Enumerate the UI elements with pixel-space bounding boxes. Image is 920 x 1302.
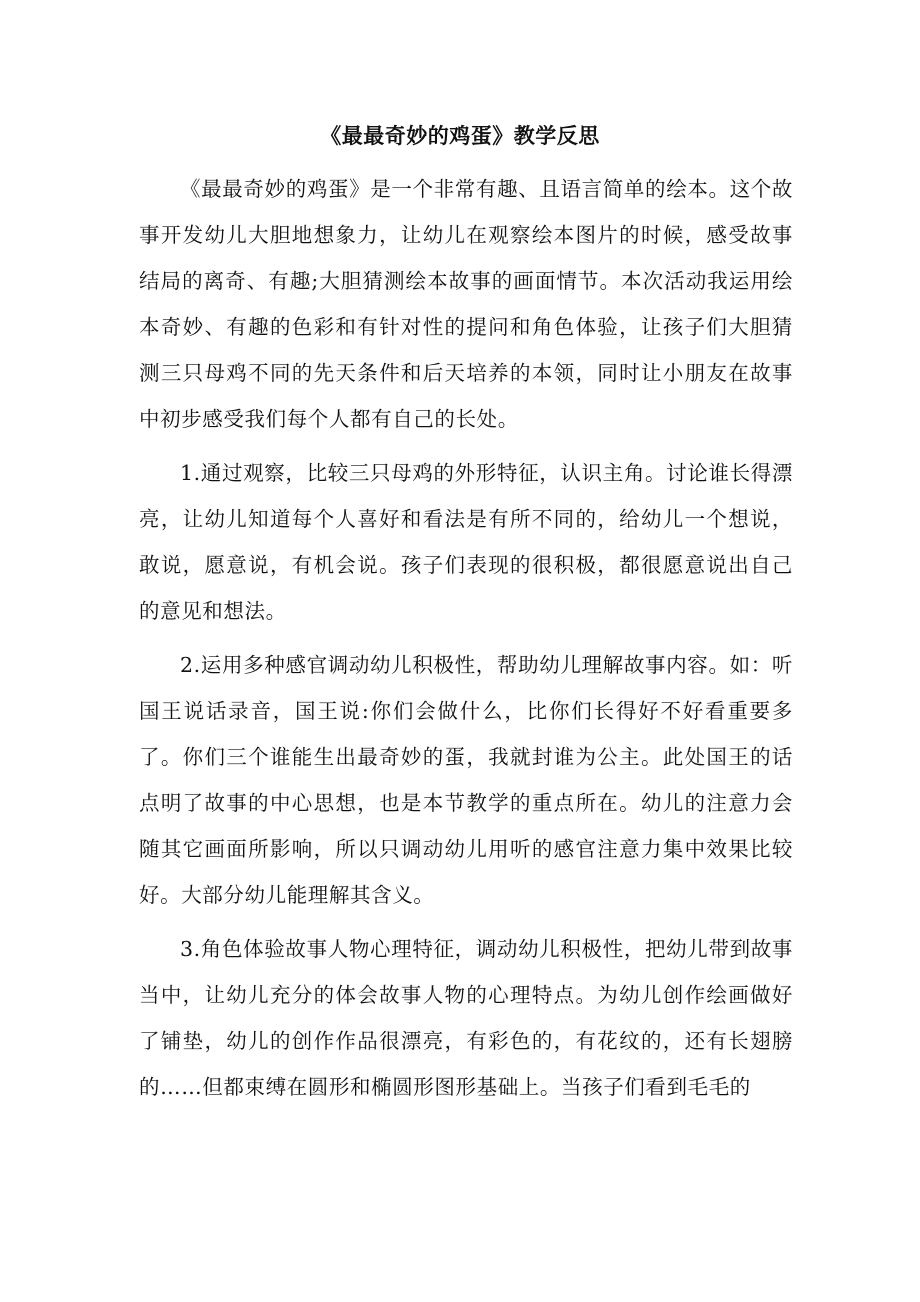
paragraph-point-3: 3.角色体验故事人物心理特征，调动幼儿积极性，把幼儿带到故事当中，让幼儿充分的体会故事人物的心理特点。为幼儿创作绘画做好了铺垫，幼儿的创作作品很漂亮，有彩色的，有花纹的，还有长翅膀的……但都束缚在圆形和椭圆形图形基础上。当孩子们看到毛毛的 bbox=[139, 937, 793, 1099]
document-title: 《最最奇妙的鸡蛋》教学反思 bbox=[320, 123, 600, 148]
document-body bbox=[139, 166, 793, 1118]
paragraph-point-2: 2.运用多种感官调动幼儿积极性，帮助幼儿理解故事内容。如：听国王说话录音，国王说:你们会做什么，比你们长得好不好看重要多了。你们三个谁能生出最奇妙的蛋，我就封谁为公主。此处国王的话点明了故事的中心思想，也是本节教学的重点所在。幼儿的注意力会随其它画面所影响，所以只调动幼儿用听的感官注意力集中效果比较好。大部分幼儿能理解其含义。 bbox=[139, 653, 793, 907]
paragraph-intro: 《最最奇妙的鸡蛋》是一个非常有趣、且语言简单的绘本。这个故事开发幼儿大胆地想象力，让幼儿在观察绘本图片的时候，感受故事结局的离奇、有趣;大胆猜测绘本故事的画面情节。本次活动我运用绘本奇妙、有趣的色彩和有针对性的提问和角色体验，让孩子们大胆猜测三只母鸡不同的先天条件和后天培养的本领，同时让小朋友在故事中初步感受我们每个人都有自己的长处。 bbox=[139, 177, 793, 431]
paragraph-point-1: 1.通过观察，比较三只母鸡的外形特征，认识主角。讨论谁长得漂亮，让幼儿知道每个人喜好和看法是有所不同的，给幼儿一个想说，敢说，愿意说，有机会说。孩子们表现的很积极，都很愿意说出自己的意见和想法。 bbox=[139, 461, 793, 623]
